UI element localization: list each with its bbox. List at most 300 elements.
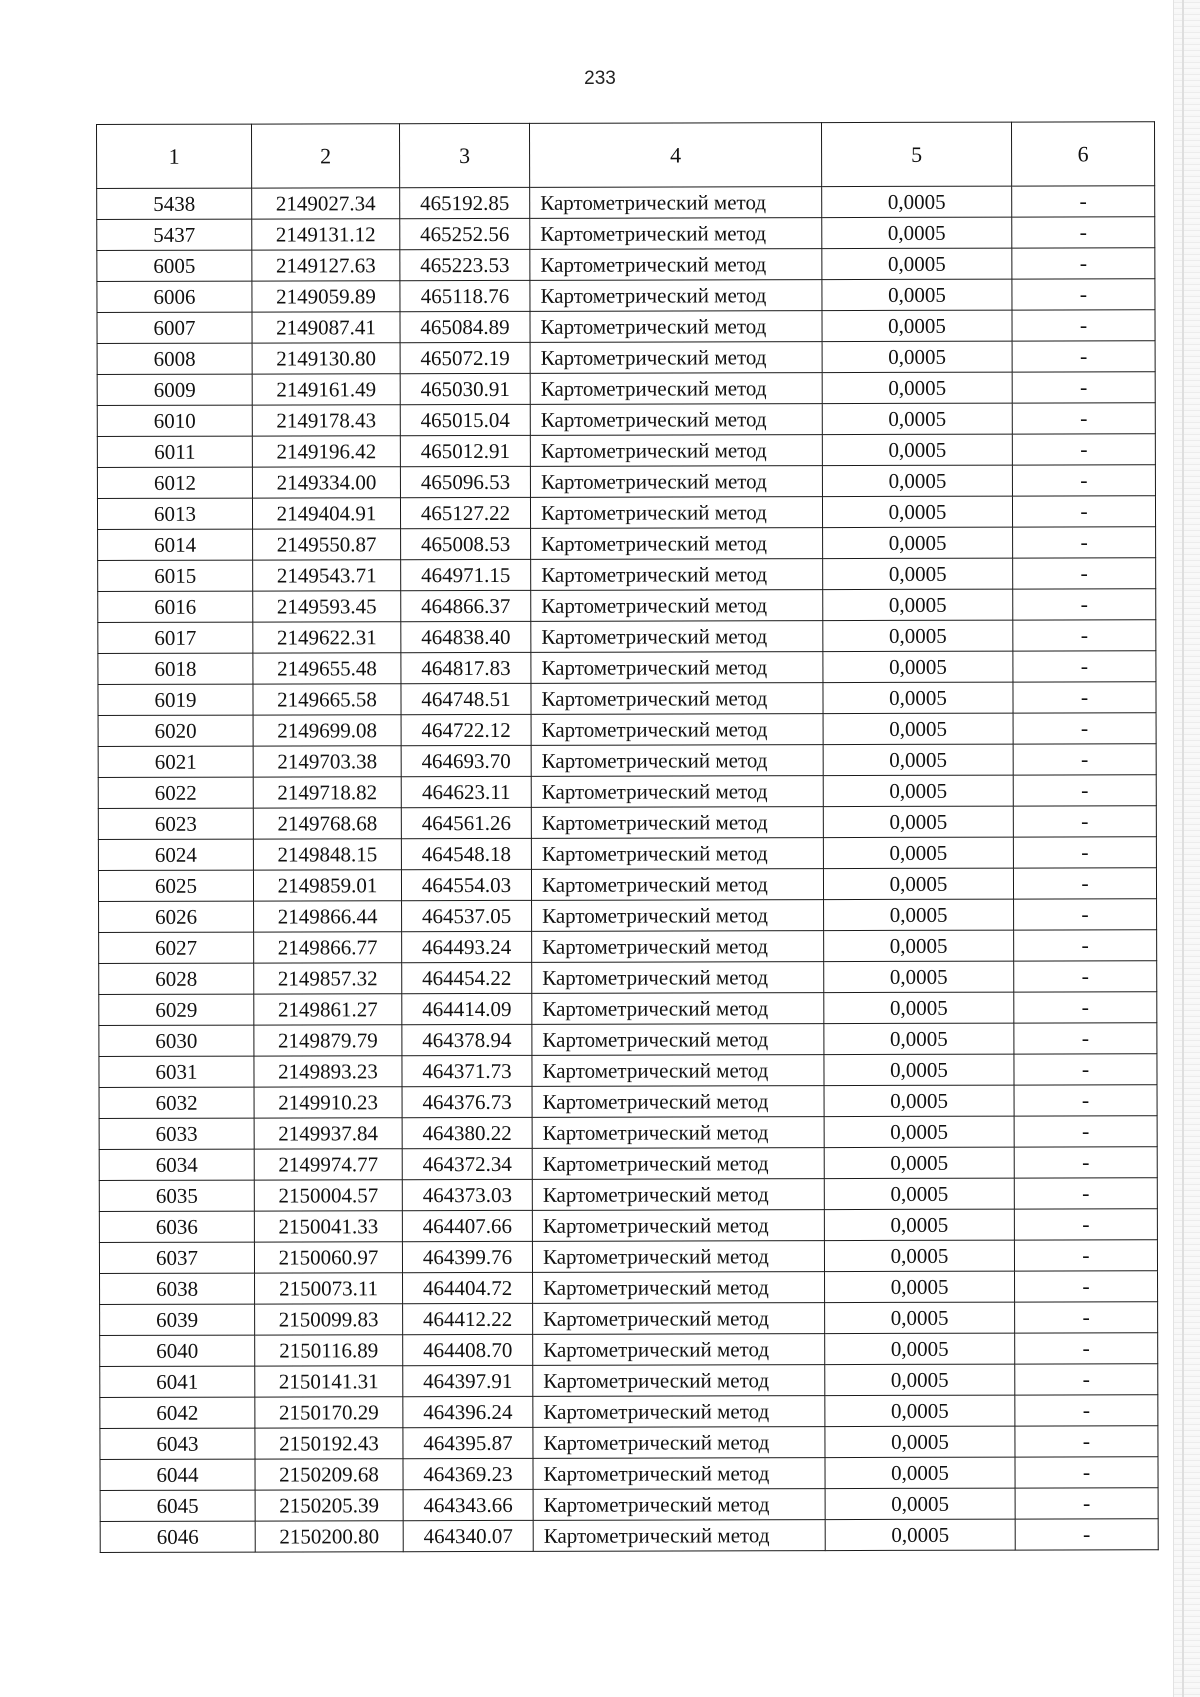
x-coordinate-cell: 2150192.43 [255, 1428, 403, 1459]
note-cell: - [1012, 186, 1155, 217]
note-cell: - [1012, 279, 1155, 310]
table-row [98, 806, 1156, 840]
accuracy-cell: 0,0005 [822, 465, 1012, 496]
method-cell: Картометрический метод [531, 714, 823, 746]
note-cell: - [1012, 465, 1155, 496]
table-row [97, 403, 1155, 437]
note-cell: - [1014, 1054, 1157, 1085]
table-row [99, 992, 1157, 1026]
note-cell: - [1013, 620, 1156, 651]
accuracy-cell: 0,0005 [825, 1302, 1015, 1333]
table-row [97, 341, 1155, 375]
x-coordinate-cell: 2149974.77 [254, 1149, 402, 1180]
table-row [100, 1271, 1158, 1305]
note-cell: - [1012, 372, 1155, 403]
x-coordinate-cell: 2150099.83 [255, 1304, 403, 1335]
x-coordinate-cell: 2149127.63 [252, 250, 400, 281]
note-cell: - [1014, 1147, 1157, 1178]
coordinates-table [96, 121, 1159, 1553]
y-coordinate-cell: 464407.66 [402, 1210, 532, 1241]
note-cell: - [1013, 868, 1156, 899]
x-coordinate-cell: 2149699.08 [253, 715, 401, 746]
note-cell: - [1015, 1333, 1158, 1364]
note-cell: - [1013, 682, 1156, 713]
accuracy-cell: 0,0005 [822, 341, 1012, 372]
x-coordinate-cell: 2150205.39 [255, 1490, 403, 1521]
x-coordinate-cell: 2149161.49 [252, 374, 400, 405]
y-coordinate-cell: 464748.51 [401, 683, 531, 714]
point-number-cell: 6008 [97, 343, 252, 374]
accuracy-cell: 0,0005 [824, 1116, 1014, 1147]
accuracy-cell: 0,0005 [822, 248, 1012, 279]
table-row [97, 248, 1155, 282]
x-coordinate-cell: 2149059.89 [252, 281, 400, 312]
table-row [100, 1333, 1158, 1367]
point-number-cell: 6022 [98, 777, 253, 808]
method-cell: Картометрический метод [531, 559, 823, 591]
y-coordinate-cell: 464722.12 [401, 714, 531, 745]
y-coordinate-cell: 464380.22 [402, 1117, 532, 1148]
method-cell: Картометрический метод [531, 807, 823, 839]
table-row [99, 1085, 1157, 1119]
x-coordinate-cell: 2149893.23 [254, 1056, 402, 1087]
accuracy-cell: 0,0005 [823, 651, 1013, 682]
accuracy-cell: 0,0005 [824, 899, 1014, 930]
accuracy-cell: 0,0005 [823, 775, 1013, 806]
point-number-cell: 6029 [99, 994, 254, 1025]
method-cell: Картометрический метод [532, 962, 824, 994]
y-coordinate-cell: 464396.24 [403, 1396, 533, 1427]
table-row [97, 310, 1155, 344]
method-cell: Картометрический метод [531, 869, 823, 901]
y-coordinate-cell: 465012.91 [400, 435, 530, 466]
x-coordinate-cell: 2150116.89 [255, 1335, 403, 1366]
column-header-3: 3 [400, 123, 530, 187]
point-number-cell: 6007 [97, 312, 252, 343]
y-coordinate-cell: 465118.76 [400, 280, 530, 311]
point-number-cell: 6014 [98, 529, 253, 560]
accuracy-cell: 0,0005 [824, 1178, 1014, 1209]
y-coordinate-cell: 464397.91 [403, 1365, 533, 1396]
x-coordinate-cell: 2149861.27 [254, 994, 402, 1025]
table-row [97, 186, 1155, 220]
note-cell: - [1013, 744, 1156, 775]
y-coordinate-cell: 465008.53 [401, 528, 531, 559]
scan-edge [1173, 0, 1200, 1697]
table-row [97, 496, 1155, 530]
column-header-6: 6 [1011, 122, 1154, 186]
point-number-cell: 6040 [100, 1335, 255, 1366]
note-cell: - [1012, 217, 1155, 248]
table-body [97, 186, 1159, 1553]
method-cell: Картометрический метод [530, 218, 822, 250]
table-row [99, 930, 1157, 964]
point-number-cell: 6005 [97, 250, 252, 281]
y-coordinate-cell: 464817.83 [401, 652, 531, 683]
y-coordinate-cell: 464693.70 [401, 745, 531, 776]
method-cell: Картометрический метод [531, 590, 823, 622]
x-coordinate-cell: 2149196.42 [252, 436, 400, 467]
x-coordinate-cell: 2150041.33 [254, 1211, 402, 1242]
table-row [98, 589, 1156, 623]
table-row [98, 620, 1156, 654]
y-coordinate-cell: 465223.53 [400, 249, 530, 280]
y-coordinate-cell: 464378.94 [402, 1024, 532, 1055]
y-coordinate-cell: 464623.11 [401, 776, 531, 807]
table-row [98, 775, 1156, 809]
point-number-cell: 6031 [99, 1056, 254, 1087]
table-row [97, 217, 1155, 251]
y-coordinate-cell: 464340.07 [403, 1520, 533, 1551]
note-cell: - [1014, 899, 1157, 930]
table-row [98, 713, 1156, 747]
table-row [99, 1178, 1157, 1212]
point-number-cell: 6026 [99, 901, 254, 932]
method-cell: Картометрический метод [530, 497, 822, 529]
accuracy-cell: 0,0005 [822, 496, 1012, 527]
accuracy-cell: 0,0005 [825, 1426, 1015, 1457]
table-row [97, 279, 1155, 313]
y-coordinate-cell: 464493.24 [402, 931, 532, 962]
method-cell: Картометрический метод [533, 1334, 825, 1366]
accuracy-cell: 0,0005 [823, 713, 1013, 744]
method-cell: Картометрический метод [531, 652, 823, 684]
note-cell: - [1014, 930, 1157, 961]
accuracy-cell: 0,0005 [824, 992, 1014, 1023]
note-cell: - [1014, 961, 1157, 992]
point-number-cell: 6013 [97, 498, 252, 529]
accuracy-cell: 0,0005 [824, 1085, 1014, 1116]
point-number-cell: 6010 [97, 405, 252, 436]
table-row [99, 899, 1157, 933]
point-number-cell: 6027 [99, 932, 254, 963]
note-cell: - [1014, 1023, 1157, 1054]
note-cell: - [1013, 713, 1156, 744]
accuracy-cell: 0,0005 [825, 1457, 1015, 1488]
y-coordinate-cell: 464404.72 [403, 1272, 533, 1303]
accuracy-cell: 0,0005 [822, 434, 1012, 465]
method-cell: Картометрический метод [532, 931, 824, 963]
x-coordinate-cell: 2150073.11 [255, 1273, 403, 1304]
x-coordinate-cell: 2149131.12 [252, 219, 400, 250]
table-row [100, 1457, 1158, 1491]
note-cell: - [1015, 1519, 1158, 1550]
x-coordinate-cell: 2149593.45 [253, 591, 401, 622]
x-coordinate-cell: 2149859.01 [253, 870, 401, 901]
accuracy-cell: 0,0005 [823, 744, 1013, 775]
x-coordinate-cell: 2149334.00 [252, 467, 400, 498]
column-header-5: 5 [821, 122, 1011, 186]
x-coordinate-cell: 2149879.79 [254, 1025, 402, 1056]
table-row [100, 1302, 1158, 1336]
x-coordinate-cell: 2149404.91 [252, 498, 400, 529]
method-cell: Картометрический метод [532, 993, 824, 1025]
point-number-cell: 6021 [98, 746, 253, 777]
column-header-4: 4 [529, 123, 821, 188]
note-cell: - [1013, 651, 1156, 682]
table-row [97, 434, 1155, 468]
table-header-row [97, 122, 1155, 189]
method-cell: Картометрический метод [530, 373, 822, 405]
table-row [100, 1488, 1158, 1522]
note-cell: - [1012, 496, 1155, 527]
method-cell: Картометрический метод [530, 342, 822, 374]
x-coordinate-cell: 2149087.41 [252, 312, 400, 343]
note-cell: - [1012, 434, 1155, 465]
y-coordinate-cell: 465072.19 [400, 342, 530, 373]
y-coordinate-cell: 464408.70 [403, 1334, 533, 1365]
method-cell: Картометрический метод [533, 1303, 825, 1335]
method-cell: Картометрический метод [533, 1489, 825, 1521]
y-coordinate-cell: 464548.18 [401, 838, 531, 869]
point-number-cell: 6020 [98, 715, 253, 746]
note-cell: - [1015, 1395, 1158, 1426]
note-cell: - [1012, 310, 1155, 341]
note-cell: - [1013, 558, 1156, 589]
y-coordinate-cell: 464412.22 [403, 1303, 533, 1334]
y-coordinate-cell: 464537.05 [402, 900, 532, 931]
point-number-cell: 6038 [100, 1273, 255, 1304]
method-cell: Картометрический метод [532, 1024, 824, 1056]
accuracy-cell: 0,0005 [824, 1209, 1014, 1240]
accuracy-cell: 0,0005 [823, 558, 1013, 589]
y-coordinate-cell: 464372.34 [402, 1148, 532, 1179]
x-coordinate-cell: 2149718.82 [253, 777, 401, 808]
table-row [97, 465, 1155, 499]
point-number-cell: 6046 [100, 1521, 255, 1552]
note-cell: - [1014, 1116, 1157, 1147]
note-cell: - [1014, 992, 1157, 1023]
table-row [100, 1426, 1158, 1460]
table-row [98, 682, 1156, 716]
y-coordinate-cell: 464373.03 [402, 1179, 532, 1210]
y-coordinate-cell: 464343.66 [403, 1489, 533, 1520]
note-cell: - [1014, 1240, 1157, 1271]
method-cell: Картометрический метод [530, 435, 822, 467]
accuracy-cell: 0,0005 [823, 527, 1013, 558]
accuracy-cell: 0,0005 [823, 806, 1013, 837]
accuracy-cell: 0,0005 [825, 1271, 1015, 1302]
table-row [99, 1147, 1157, 1181]
point-number-cell: 6039 [100, 1304, 255, 1335]
note-cell: - [1015, 1488, 1158, 1519]
accuracy-cell: 0,0005 [822, 372, 1012, 403]
y-coordinate-cell: 464395.87 [403, 1427, 533, 1458]
method-cell: Картометрический метод [532, 1179, 824, 1211]
y-coordinate-cell: 465015.04 [400, 404, 530, 435]
accuracy-cell: 0,0005 [824, 1054, 1014, 1085]
x-coordinate-cell: 2149768.68 [253, 808, 401, 839]
table-row [98, 527, 1156, 561]
x-coordinate-cell: 2150141.31 [255, 1366, 403, 1397]
method-cell: Картометрический метод [531, 776, 823, 808]
accuracy-cell: 0,0005 [825, 1364, 1015, 1395]
y-coordinate-cell: 465084.89 [400, 311, 530, 342]
method-cell: Картометрический метод [532, 900, 824, 932]
note-cell: - [1015, 1271, 1158, 1302]
y-coordinate-cell: 464866.37 [401, 590, 531, 621]
x-coordinate-cell: 2149130.80 [252, 343, 400, 374]
accuracy-cell: 0,0005 [824, 1023, 1014, 1054]
accuracy-cell: 0,0005 [824, 1240, 1014, 1271]
point-number-cell: 6041 [100, 1366, 255, 1397]
x-coordinate-cell: 2150004.57 [254, 1180, 402, 1211]
method-cell: Картометрический метод [533, 1458, 825, 1490]
method-cell: Картометрический метод [533, 1365, 825, 1397]
note-cell: - [1015, 1364, 1158, 1395]
method-cell: Картометрический метод [531, 621, 823, 653]
y-coordinate-cell: 464454.22 [402, 962, 532, 993]
point-number-cell: 6009 [97, 374, 252, 405]
method-cell: Картометрический метод [532, 1241, 824, 1273]
accuracy-cell: 0,0005 [824, 930, 1014, 961]
point-number-cell: 6006 [97, 281, 252, 312]
point-number-cell: 6016 [98, 591, 253, 622]
accuracy-cell: 0,0005 [825, 1488, 1015, 1519]
method-cell: Картометрический метод [531, 745, 823, 777]
x-coordinate-cell: 2149848.15 [253, 839, 401, 870]
y-coordinate-cell: 464554.03 [401, 869, 531, 900]
point-number-cell: 6034 [99, 1149, 254, 1180]
y-coordinate-cell: 465096.53 [400, 466, 530, 497]
table-row [99, 961, 1157, 995]
accuracy-cell: 0,0005 [824, 1147, 1014, 1178]
method-cell: Картометрический метод [532, 1117, 824, 1149]
method-cell: Картометрический метод [533, 1427, 825, 1459]
note-cell: - [1012, 403, 1155, 434]
point-number-cell: 6019 [98, 684, 253, 715]
point-number-cell: 6033 [99, 1118, 254, 1149]
table-row [98, 868, 1156, 902]
x-coordinate-cell: 2149866.44 [254, 901, 402, 932]
method-cell: Картометрический метод [530, 404, 822, 436]
column-header-1: 1 [97, 124, 252, 188]
x-coordinate-cell: 2150170.29 [255, 1397, 403, 1428]
x-coordinate-cell: 2149703.38 [253, 746, 401, 777]
x-coordinate-cell: 2150209.68 [255, 1459, 403, 1490]
method-cell: Картометрический метод [533, 1272, 825, 1304]
note-cell: - [1013, 806, 1156, 837]
table-row [99, 1240, 1157, 1274]
y-coordinate-cell: 465127.22 [400, 497, 530, 528]
accuracy-cell: 0,0005 [825, 1395, 1015, 1426]
point-number-cell: 5437 [97, 219, 252, 250]
table-row [98, 744, 1156, 778]
point-number-cell: 6012 [97, 467, 252, 498]
x-coordinate-cell: 2149857.32 [254, 963, 402, 994]
accuracy-cell: 0,0005 [822, 217, 1012, 248]
y-coordinate-cell: 464561.26 [401, 807, 531, 838]
accuracy-cell: 0,0005 [822, 403, 1012, 434]
y-coordinate-cell: 464414.09 [402, 993, 532, 1024]
point-number-cell: 6018 [98, 653, 253, 684]
accuracy-cell: 0,0005 [825, 1519, 1015, 1550]
y-coordinate-cell: 464399.76 [402, 1241, 532, 1272]
point-number-cell: 6017 [98, 622, 253, 653]
y-coordinate-cell: 464371.73 [402, 1055, 532, 1086]
method-cell: Картометрический метод [530, 249, 822, 281]
note-cell: - [1015, 1426, 1158, 1457]
table-row [99, 1116, 1157, 1150]
method-cell: Картометрический метод [530, 311, 822, 343]
x-coordinate-cell: 2149937.84 [254, 1118, 402, 1149]
x-coordinate-cell: 2149655.48 [253, 653, 401, 684]
point-number-cell: 6045 [100, 1490, 255, 1521]
x-coordinate-cell: 2150060.97 [254, 1242, 402, 1273]
point-number-cell: 6025 [98, 870, 253, 901]
table-row [98, 558, 1156, 592]
x-coordinate-cell: 2149550.87 [253, 529, 401, 560]
accuracy-cell: 0,0005 [823, 682, 1013, 713]
method-cell: Картометрический метод [533, 1520, 825, 1552]
method-cell: Картометрический метод [532, 1210, 824, 1242]
point-number-cell: 6036 [99, 1211, 254, 1242]
x-coordinate-cell: 2149665.58 [253, 684, 401, 715]
point-number-cell: 6023 [98, 808, 253, 839]
table-row [100, 1519, 1158, 1553]
note-cell: - [1014, 1209, 1157, 1240]
method-cell: Картометрический метод [533, 1396, 825, 1428]
column-header-2: 2 [252, 124, 400, 188]
accuracy-cell: 0,0005 [824, 961, 1014, 992]
accuracy-cell: 0,0005 [823, 589, 1013, 620]
accuracy-cell: 0,0005 [825, 1333, 1015, 1364]
method-cell: Картометрический метод [532, 1086, 824, 1118]
accuracy-cell: 0,0005 [822, 279, 1012, 310]
point-number-cell: 5438 [97, 188, 252, 219]
method-cell: Картометрический метод [532, 1055, 824, 1087]
y-coordinate-cell: 464838.40 [401, 621, 531, 652]
note-cell: - [1012, 248, 1155, 279]
x-coordinate-cell: 2149027.34 [252, 188, 400, 219]
x-coordinate-cell: 2150200.80 [255, 1521, 403, 1552]
table-row [99, 1023, 1157, 1057]
point-number-cell: 6042 [100, 1397, 255, 1428]
y-coordinate-cell: 464376.73 [402, 1086, 532, 1117]
method-cell: Картометрический метод [531, 683, 823, 715]
note-cell: - [1012, 341, 1155, 372]
y-coordinate-cell: 464971.15 [401, 559, 531, 590]
note-cell: - [1014, 1178, 1157, 1209]
point-number-cell: 6028 [99, 963, 254, 994]
method-cell: Картометрический метод [532, 1148, 824, 1180]
accuracy-cell: 0,0005 [822, 186, 1012, 217]
note-cell: - [1014, 1085, 1157, 1116]
point-number-cell: 6037 [99, 1242, 254, 1273]
note-cell: - [1015, 1457, 1158, 1488]
table-row [100, 1364, 1158, 1398]
table-row [99, 1054, 1157, 1088]
method-cell: Картометрический метод [530, 187, 822, 219]
method-cell: Картометрический метод [531, 528, 823, 560]
table-row [99, 1209, 1157, 1243]
note-cell: - [1013, 589, 1156, 620]
x-coordinate-cell: 2149543.71 [253, 560, 401, 591]
accuracy-cell: 0,0005 [823, 837, 1013, 868]
note-cell: - [1013, 775, 1156, 806]
accuracy-cell: 0,0005 [823, 868, 1013, 899]
point-number-cell: 6043 [100, 1428, 255, 1459]
note-cell: - [1013, 837, 1156, 868]
point-number-cell: 6035 [99, 1180, 254, 1211]
point-number-cell: 6044 [100, 1459, 255, 1490]
accuracy-cell: 0,0005 [823, 620, 1013, 651]
y-coordinate-cell: 465192.85 [400, 187, 530, 218]
y-coordinate-cell: 465030.91 [400, 373, 530, 404]
x-coordinate-cell: 2149866.77 [254, 932, 402, 963]
x-coordinate-cell: 2149178.43 [252, 405, 400, 436]
table-row [98, 837, 1156, 871]
